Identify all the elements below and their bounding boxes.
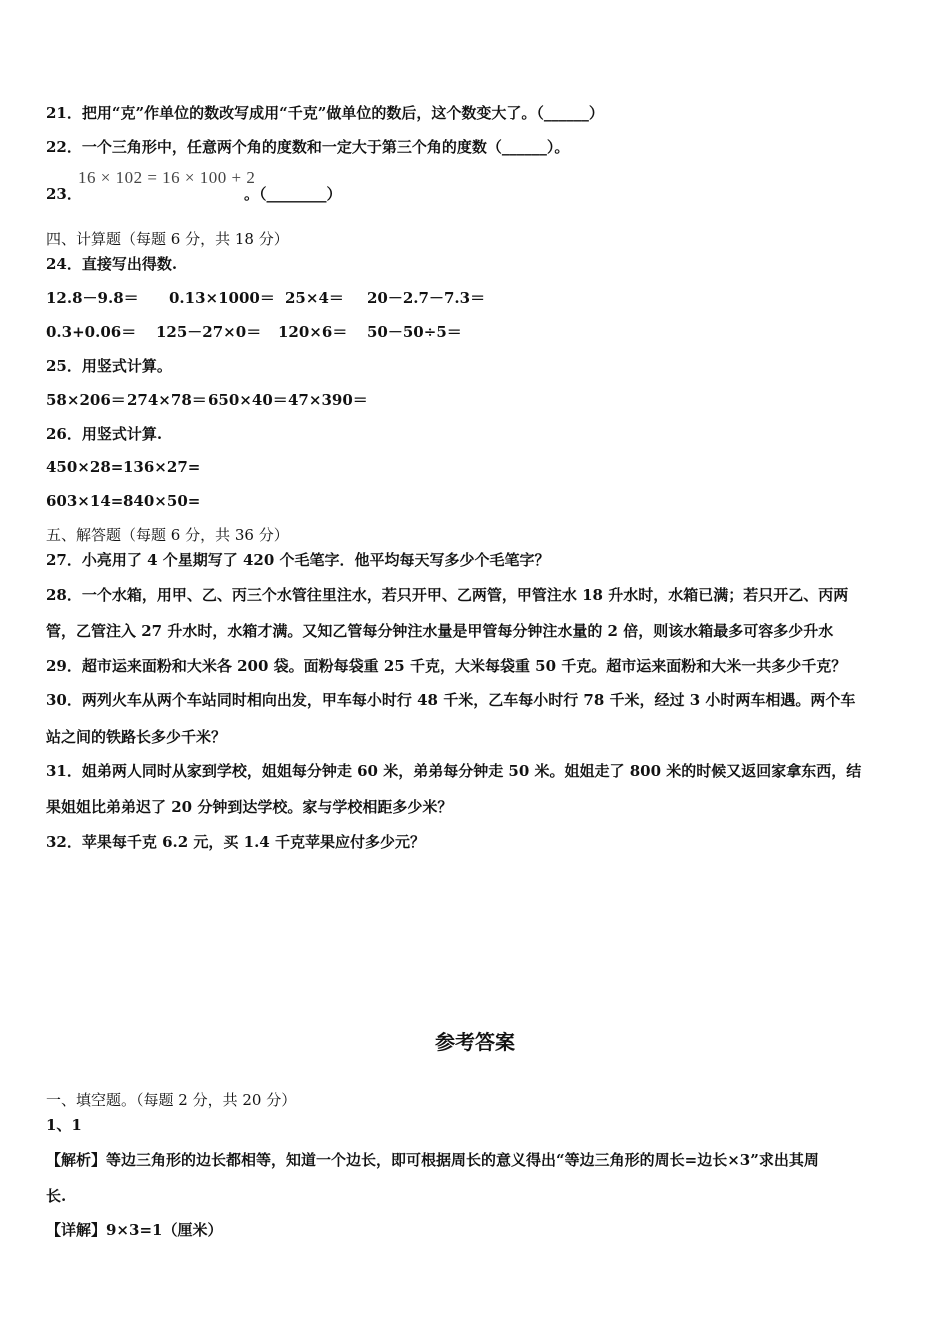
question-32: 32．苹果每千克 6.2 元，买 1.4 千克苹果应付多少元？ [46, 833, 425, 851]
question-21: 21．把用“克”作单位的数改写成用“千克”做单位的数后，这个数变大了。（______） [46, 104, 604, 122]
calc-item: 603×14= [46, 492, 124, 510]
answers-title: 参考答案 [435, 1030, 515, 1054]
calc-item: 20－2.7－7.3＝ [367, 289, 486, 307]
question-28-line-2: 管，乙管注入 27 升水时，水箱才满。又知乙管每分钟注水量是甲管每分钟注水量的 2 倍，则该水箱最多可容多少升水 [46, 622, 834, 640]
question-29: 29．超市运来面粉和大米各 200 袋。面粉每袋重 25 千克，大米每袋重 50 千克。超市运来面粉和大米一共多少千克？ [46, 657, 847, 675]
calc-item: 650×40＝ [208, 391, 288, 409]
question-30-line-2: 站之间的铁路长多少千米？ [46, 728, 227, 746]
answer-1-detail: 【详解】9×3=1（厘米） [46, 1221, 223, 1239]
calc-row-2 [46, 322, 906, 342]
question-27: 27．小亮用了 4 个星期写了 420 个毛笔字．他平均每天写多少个毛笔字？ [46, 551, 550, 569]
calc-row-5 [46, 491, 906, 511]
question-22: 22．一个三角形中，任意两个角的度数和一定大于第三个角的度数（______）。 [46, 138, 570, 156]
calc-item: 0.3+0.06＝ [46, 323, 137, 341]
calc-item: 840×50= [123, 492, 201, 510]
answer-1-analysis-line-1: 【解析】等边三角形的边长都相等，知道一个边长，即可根据周长的意义得出“等边三角形的周长=边长×3”求出其周 [46, 1151, 819, 1169]
question-23-number: 23． [46, 185, 82, 203]
question-23-formula: 16 × 102 = 16 × 100 + 2 [78, 168, 256, 187]
calc-item: 274×78＝ [127, 391, 207, 409]
calc-row-1 [46, 288, 906, 308]
calc-item: 25×4＝ [285, 289, 344, 307]
calc-row-4 [46, 457, 906, 477]
question-23-tail: 。（________） [244, 185, 342, 203]
answer-1-analysis-line-2: 长. [46, 1187, 67, 1205]
calc-item: 450×28= [46, 458, 124, 476]
calc-item: 58×206＝ [46, 391, 126, 409]
calc-item: 0.13×1000＝ [169, 289, 275, 307]
question-24: 24．直接写出得数. [46, 255, 178, 273]
calc-item: 47×390＝ [288, 391, 368, 409]
calc-item: 136×27= [123, 458, 201, 476]
answers-section-1-heading: 一、填空题。（每题 2 分，共 20 分） [46, 1091, 297, 1109]
question-25: 25．用竖式计算。 [46, 357, 172, 375]
question-30-line-1: 30．两列火车从两个车站同时相向出发，甲车每小时行 48 千米，乙车每小时行 78 千米，经过 3 小时两车相遇。两个车 [46, 691, 856, 709]
calc-item: 125－27×0＝ [156, 323, 262, 341]
question-26: 26．用竖式计算. [46, 425, 163, 443]
question-31-line-1: 31．姐弟两人同时从家到学校，姐姐每分钟走 60 米，弟弟每分钟走 50 米。姐姐走了 800 米的时候又返回家拿东西，结 [46, 762, 862, 780]
answer-1: 1、1 [46, 1116, 82, 1134]
question-31-line-2: 果姐姐比弟弟迟了 20 分钟到达学校。家与学校相距多少米？ [46, 798, 453, 816]
calc-row-3 [46, 390, 906, 410]
question-28-line-1: 28．一个水箱，用甲、乙、丙三个水管往里注水，若只开甲、乙两管，甲管注水 18 升水时，水箱已满；若只开乙、丙两 [46, 586, 849, 604]
section-5-heading: 五、解答题（每题 6 分，共 36 分） [46, 526, 289, 544]
calc-item: 12.8－9.8＝ [46, 289, 139, 307]
calc-item: 120×6＝ [278, 323, 348, 341]
section-4-heading: 四、计算题（每题 6 分，共 18 分） [46, 230, 289, 248]
calc-item: 50－50÷5＝ [367, 323, 462, 341]
